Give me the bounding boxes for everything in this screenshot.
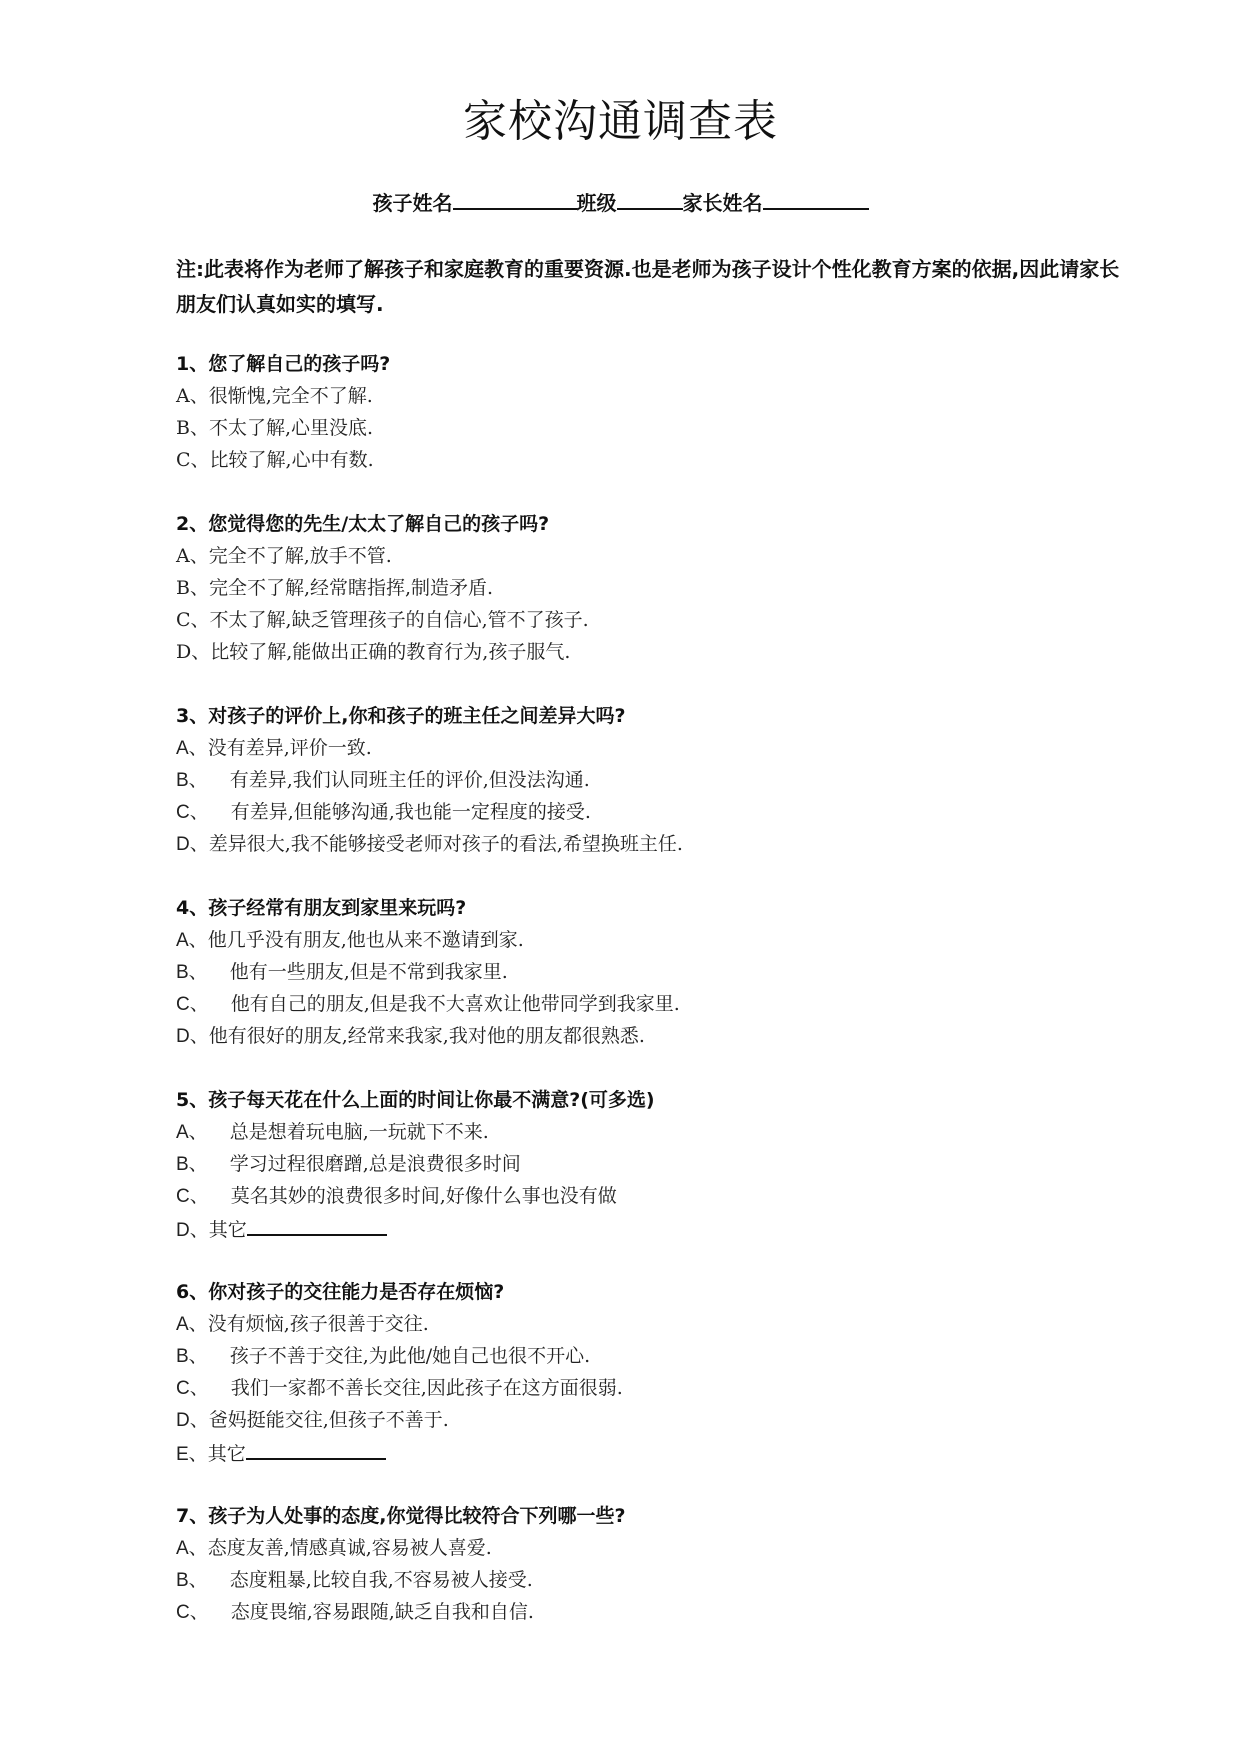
option-6c[interactable]	[176, 1372, 1120, 1405]
option-text: 不太了解,缺乏管理孩子的自信心,管不了孩子.	[209, 609, 589, 631]
option-letter: C、	[176, 802, 209, 823]
option-3a[interactable]	[176, 732, 1120, 765]
option-letter: B、	[176, 770, 208, 791]
option-letter: C、	[176, 1602, 209, 1623]
option-text: 态度畏缩,容易跟随,缺乏自我和自信.	[230, 1601, 534, 1623]
question-1: 1、您了解自己的孩子吗?	[176, 353, 391, 375]
option-text: 比较了解,心中有数.	[209, 449, 374, 471]
option-letter: A、	[176, 738, 208, 759]
question-2: 2、您觉得您的先生/太太了解自己的孩子吗?	[176, 513, 550, 535]
option-letter: B、	[176, 417, 209, 439]
option-letter: A、	[176, 930, 208, 951]
option-7c[interactable]	[176, 1596, 1120, 1629]
child-name-label: 孩子姓名	[372, 191, 453, 215]
option-text: 完全不了解,放手不管.	[208, 545, 392, 567]
option-2b[interactable]	[176, 572, 1120, 604]
option-6a[interactable]	[176, 1308, 1120, 1341]
option-1a[interactable]	[176, 380, 1120, 412]
question-3: 3、对孩子的评价上,你和孩子的班主任之间差异大吗?	[176, 705, 626, 727]
option-2a[interactable]	[176, 540, 1120, 572]
option-text: 完全不了解,经常瞎指挥,制造矛盾.	[208, 577, 494, 599]
option-4a[interactable]	[176, 924, 1120, 957]
option-3d[interactable]	[176, 828, 1120, 861]
option-text: 有差异,我们认同班主任的评价,但没法沟通.	[229, 769, 590, 791]
option-text: 他有很好的朋友,经常来我家,我对他的朋友都很熟悉.	[208, 1025, 645, 1047]
option-text: 他几乎没有朋友,他也从来不邀请到家.	[207, 929, 524, 951]
option-text: 莫名其妙的浪费很多时间,好像什么事也没有做	[230, 1185, 617, 1207]
option-2c[interactable]	[176, 604, 1120, 636]
option-text: 比较了解,能做出正确的教育行为,孩子服气.	[210, 641, 571, 663]
option-6d[interactable]	[176, 1404, 1120, 1437]
option-7a[interactable]	[176, 1532, 1120, 1565]
class-label: 班级	[576, 191, 617, 215]
option-letter: D、	[176, 834, 209, 855]
option-7b[interactable]	[176, 1564, 1120, 1597]
option-text: 很惭愧,完全不了解.	[208, 385, 373, 407]
option-letter: A、	[176, 1314, 208, 1335]
option-text: 没有差异,评价一致.	[207, 737, 372, 759]
option-text: 差异很大,我不能够接受老师对孩子的看法,希望换班主任.	[208, 833, 683, 855]
note-paragraph: 注:此表将作为老师了解孩子和家庭教育的重要资源.也是老师为孩子设计个性化教育方案的依据,因此请家长朋友们认真如实的填写.	[176, 257, 1120, 316]
other-blank-field[interactable]	[247, 1212, 387, 1236]
option-text: 态度友善,情感真诚,容易被人喜爱.	[207, 1537, 492, 1559]
info-line	[0, 184, 1241, 219]
option-text: 其它	[207, 1443, 246, 1465]
child-name-field[interactable]	[453, 184, 577, 210]
option-text: 他有一些朋友,但是不常到我家里.	[229, 961, 508, 983]
option-text: 有差异,但能够沟通,我也能一定程度的接受.	[230, 801, 591, 823]
option-4d[interactable]	[176, 1020, 1120, 1053]
option-letter: B、	[176, 962, 208, 983]
option-3c[interactable]	[176, 796, 1120, 829]
option-letter: C、	[176, 609, 210, 631]
option-letter: D、	[176, 1410, 209, 1431]
option-5b[interactable]	[176, 1148, 1120, 1181]
option-letter: D、	[176, 1220, 209, 1241]
option-5c[interactable]	[176, 1180, 1120, 1213]
option-text: 态度粗暴,比较自我,不容易被人接受.	[229, 1569, 533, 1591]
option-1b[interactable]	[176, 412, 1120, 444]
option-text: 学习过程很磨蹭,总是浪费很多时间	[229, 1153, 521, 1175]
option-letter: B、	[176, 1570, 208, 1591]
option-5d[interactable]	[176, 1212, 1120, 1247]
option-text: 总是想着玩电脑,一玩就下不来.	[229, 1121, 489, 1143]
option-letter: C、	[176, 1378, 209, 1399]
option-3b[interactable]	[176, 764, 1120, 797]
option-text: 孩子不善于交往,为此他/她自己也很不开心.	[229, 1345, 591, 1367]
option-letter: C、	[176, 1186, 209, 1207]
option-letter: C、	[176, 449, 210, 471]
parent-name-field[interactable]	[763, 184, 869, 210]
option-6e[interactable]	[176, 1436, 1120, 1471]
option-text: 没有烦恼,孩子很善于交往.	[207, 1313, 429, 1335]
option-2d[interactable]	[176, 636, 1120, 668]
question-7: 7、孩子为人处事的态度,你觉得比较符合下列哪一些?	[176, 1505, 626, 1527]
question-5: 5、孩子每天花在什么上面的时间让你最不满意?(可多选)	[176, 1089, 655, 1111]
option-letter: A、	[176, 385, 209, 407]
option-text: 他有自己的朋友,但是我不大喜欢让他带同学到我家里.	[230, 993, 680, 1015]
option-letter: D、	[176, 641, 211, 663]
option-5a[interactable]	[176, 1116, 1120, 1149]
option-text: 我们一家都不善长交往,因此孩子在这方面很弱.	[230, 1377, 623, 1399]
option-letter: B、	[176, 1154, 208, 1175]
option-letter: A、	[176, 1538, 208, 1559]
option-letter: D、	[176, 1026, 209, 1047]
other-blank-field[interactable]	[246, 1436, 386, 1460]
option-text: 不太了解,心里没底.	[208, 417, 374, 439]
option-4c[interactable]	[176, 988, 1120, 1021]
option-6b[interactable]	[176, 1340, 1120, 1373]
option-1c[interactable]	[176, 444, 1120, 476]
option-letter: B、	[176, 1346, 208, 1367]
question-6: 6、你对孩子的交往能力是否存在烦恼?	[176, 1281, 505, 1303]
option-4b[interactable]	[176, 956, 1120, 989]
option-text: 爸妈挺能交往,但孩子不善于.	[208, 1409, 449, 1431]
page-title: 家校沟通调查表	[463, 96, 778, 147]
class-field[interactable]	[617, 184, 683, 210]
option-letter: A、	[176, 1122, 208, 1143]
parent-name-label: 家长姓名	[682, 191, 763, 215]
option-letter: B、	[176, 577, 209, 599]
option-letter: C、	[176, 994, 209, 1015]
option-letter: A、	[176, 545, 209, 567]
option-text: 其它	[208, 1219, 247, 1241]
option-letter: E、	[176, 1444, 208, 1465]
question-4: 4、孩子经常有朋友到家里来玩吗?	[176, 897, 467, 919]
